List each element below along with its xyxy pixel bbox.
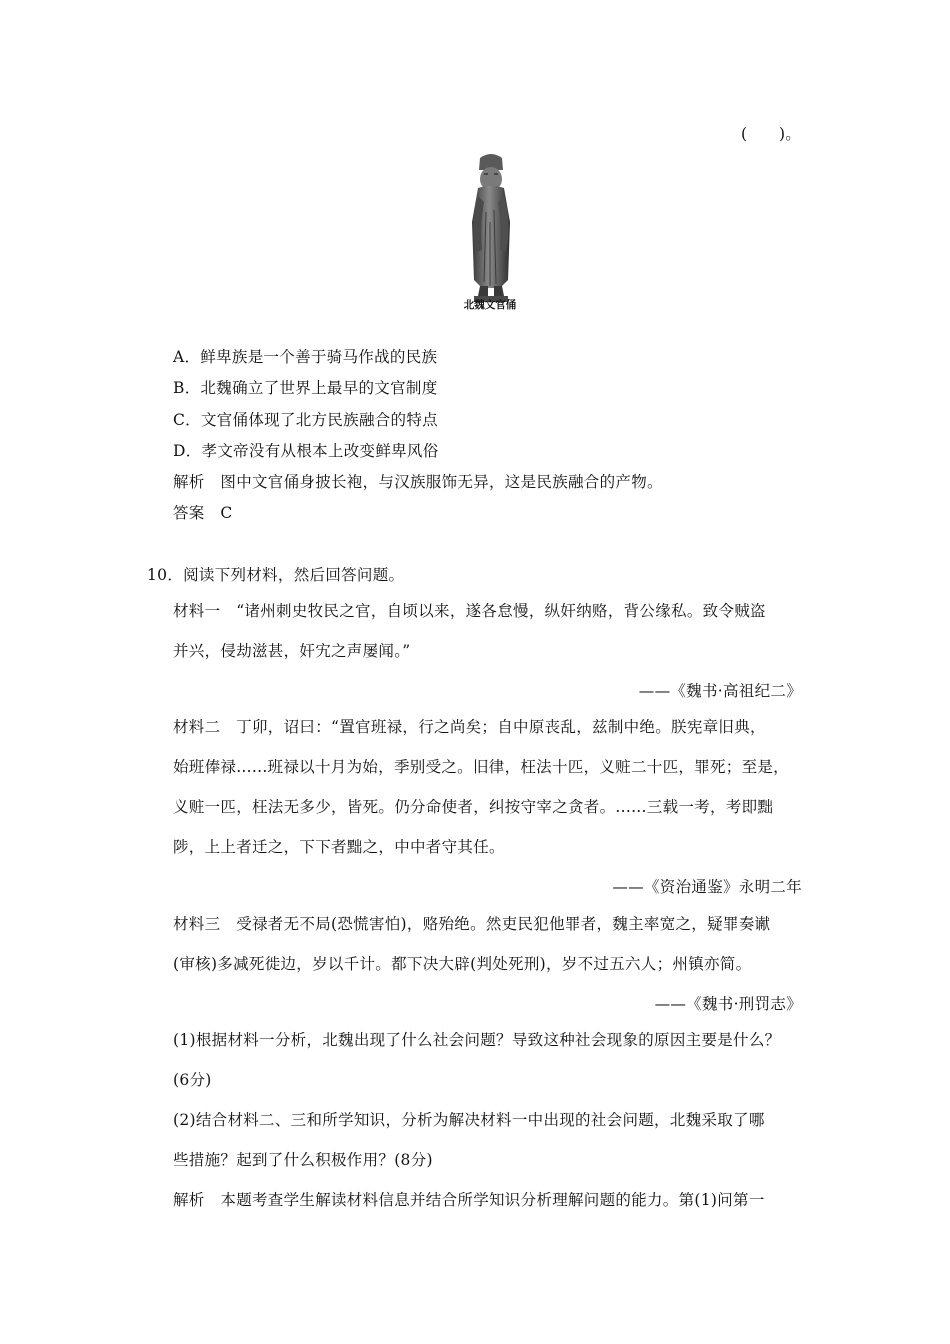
material-1-line: 并兴，侵劫滋甚，奸宄之声屡闻。” (173, 642, 411, 660)
material-3-line: 材料三 受禄者无不局(恐慌害怕)，赂殆绝。然吏民犯他罪者，魏主率宽之，疑罪奏谳 (173, 915, 771, 933)
material-1-line: 材料一 “诸州刺史牧民之官，自顷以来，遂各怠慢，纵奸纳赂，背公缘私。致令贼盗 (173, 602, 766, 620)
material-2-line: 义赃一匹，枉法无多少，皆死。仍分命使者，纠按守宰之贪者。......三载一考，考即黜 (173, 798, 774, 816)
question-title: 10．阅读下列材料，然后回答问题。 (147, 566, 405, 584)
sub-question-2-score: 些措施？起到了什么积极作用？(8分) (173, 1151, 433, 1169)
material-2-line: 始班俸禄......班禄以十月为始，季别受之。旧律，枉法十匹，义赃二十匹，罪死；至是， (173, 758, 789, 776)
material-2-line: 材料二 丁卯，诏曰：“置官班禄，行之尚矣；自中原丧乱，兹制中绝。朕宪章旧典， (173, 718, 766, 736)
answer-bracket: ( )。 (741, 125, 802, 143)
material-3-source: ——《魏书·刑罚志》 (654, 995, 802, 1013)
option-a: A．鲜卑族是一个善于骑马作战的民族 (173, 348, 438, 366)
sub-question-1-score: (6分) (173, 1071, 212, 1089)
material-3-line: (审核)多减死徙边，岁以千计。都下决大辟(判处死刑)，岁不过五六人；州镇亦简。 (173, 955, 752, 973)
material-1-source: ——《魏书·高祖纪二》 (638, 682, 802, 700)
material-2-line: 陟，上上者迁之，下下者黜之，中中者守其任。 (173, 838, 505, 856)
sub-question-1: (1)根据材料一分析，北魏出现了什么社会问题？导致这种社会现象的原因主要是什么？ (173, 1031, 781, 1049)
material-2-source: ——《资治通鉴》永明二年 (612, 878, 802, 896)
analysis-text: 解析 本题考查学生解读材料信息并结合所学知识分析理解问题的能力。第(1)问第一 (173, 1191, 765, 1209)
figurine-image (456, 152, 526, 317)
option-c: C．文官俑体现了北方民族融合的特点 (173, 411, 438, 429)
sub-question-2: (2)结合材料二、三和所学知识，分析为解决材料一中出现的社会问题，北魏采取了哪 (173, 1111, 765, 1129)
option-b: B．北魏确立了世界上最早的文官制度 (173, 379, 438, 397)
answer-text: 答案 C (173, 504, 233, 522)
figure-caption: 北魏文官俑 (463, 299, 517, 311)
option-d: D．孝文帝没有从根本上改变鲜卑风俗 (173, 442, 439, 460)
analysis-text: 解析 图中文官俑身披长袍，与汉族服饰无异，这是民族融合的产物。 (173, 473, 663, 491)
